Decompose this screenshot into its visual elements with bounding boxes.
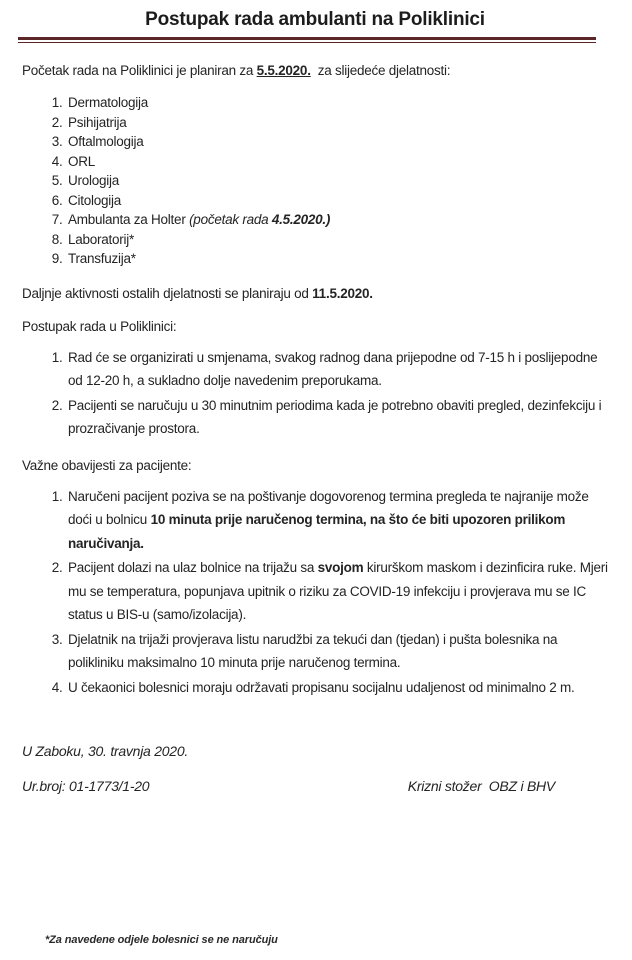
notices-list — [22, 485, 608, 700]
list-item-text: svojom — [317, 560, 364, 575]
notices-heading: Važne obavijesti za pacijente: — [22, 457, 192, 473]
further-activities-date: 11.5.2020. — [312, 285, 373, 301]
list-item-text: Ambulanta za Holter — [68, 212, 190, 227]
list-item — [66, 628, 608, 675]
title-rule-divider — [18, 37, 596, 43]
list-item — [66, 93, 608, 113]
list-item-text: Oftalmologija — [68, 134, 144, 149]
list-item — [66, 113, 608, 133]
list-item-text: Djelatnik na trijaži provjerava listu narudžbi za tekući dan (tjedan) i pušta bolesnika na polikliniku maksimalno 10 minuta prije naručenog termina. — [68, 631, 558, 670]
procedure-heading: Postupak rada u Poliklinici: — [22, 318, 177, 334]
list-item-text: Transfuzija* — [68, 251, 136, 266]
list-item-text: Pacijenti se naručuju u 30 minutnim periodima kada je potrebno obaviti pregled, dezinfekciju i prozračivanje prostora. — [68, 397, 602, 436]
signature-ref-number: Ur.broj: 01-1773/1-20 — [22, 778, 150, 794]
list-item-text: Psihijatrija — [68, 114, 127, 130]
list-item — [66, 230, 608, 250]
intro-text-pre: Početak rada na Poliklinici je planiran za — [22, 63, 257, 78]
list-item-text: Urologija — [68, 173, 120, 188]
list-item — [66, 171, 608, 191]
list-item-text: kirurškom maskom i dezinficira ruke. Mjeri mu se temperatura, popunjava upitnik o riziku za COVID-19 infekciju i provjerava mu se IC status u BIS-u (samo/izolacija). — [68, 560, 608, 622]
list-item-text: 10 minuta prije naručenog termina, na što će biti upozoren prilikom naručivanja. — [68, 512, 566, 551]
list-item — [66, 132, 608, 152]
list-item-text: ORL — [68, 153, 96, 169]
list-item — [66, 210, 608, 230]
list-item-text: (početak rada — [189, 212, 272, 227]
signature-place-date: U Zaboku, 30. travnja 2020. — [22, 743, 189, 759]
list-item — [66, 485, 608, 556]
procedure-list — [22, 346, 608, 441]
list-item — [66, 394, 608, 441]
list-item-text: Citologija — [68, 192, 122, 208]
document-title: Postupak rada ambulanti na Poliklinici — [145, 9, 485, 30]
list-item-text: Dermatologija — [68, 95, 149, 110]
footnote: *Za navedene odjele bolesnici se ne naručuju — [45, 934, 278, 946]
list-item — [66, 191, 608, 211]
list-item-text: Laboratorij* — [68, 231, 135, 247]
list-item-text: Rad će se organizirati u smjenama, svakog radnog dana prijepodne od 7-15 h i poslijepodne od 12-20 h, a sukladno dolje navedenim preporukama. — [68, 349, 598, 388]
list-item — [66, 346, 608, 393]
list-item — [66, 676, 608, 700]
list-item — [66, 556, 608, 627]
departments-list — [22, 93, 608, 269]
list-item-text: Naručeni pacijent poziva se na poštivanje dogovorenog termina pregleda te najranije može doći u bolnicu — [68, 488, 589, 527]
list-item — [66, 249, 608, 269]
intro-start-date: 5.5.2020. — [256, 63, 311, 78]
list-item-text: 4.5.2020.) — [271, 212, 331, 227]
list-item — [66, 152, 608, 172]
further-activities-text: Daljnje aktivnosti ostalih djelatnosti se planiraju od — [22, 285, 313, 301]
intro-paragraph — [22, 62, 608, 79]
list-item-text: U čekaonici bolesnici moraju održavati propisanu socijalnu udaljenost od minimalno 2 m. — [68, 679, 575, 695]
intro-text-post: za slijedeće djelatnosti: — [310, 63, 451, 78]
signature-issuer: Krizni stožer OBZ i BHV — [407, 778, 555, 794]
signature-row — [22, 778, 608, 794]
list-item-text: Pacijent dolazi na ulaz bolnice na trijažu sa — [68, 560, 318, 575]
further-activities-paragraph — [22, 285, 608, 302]
